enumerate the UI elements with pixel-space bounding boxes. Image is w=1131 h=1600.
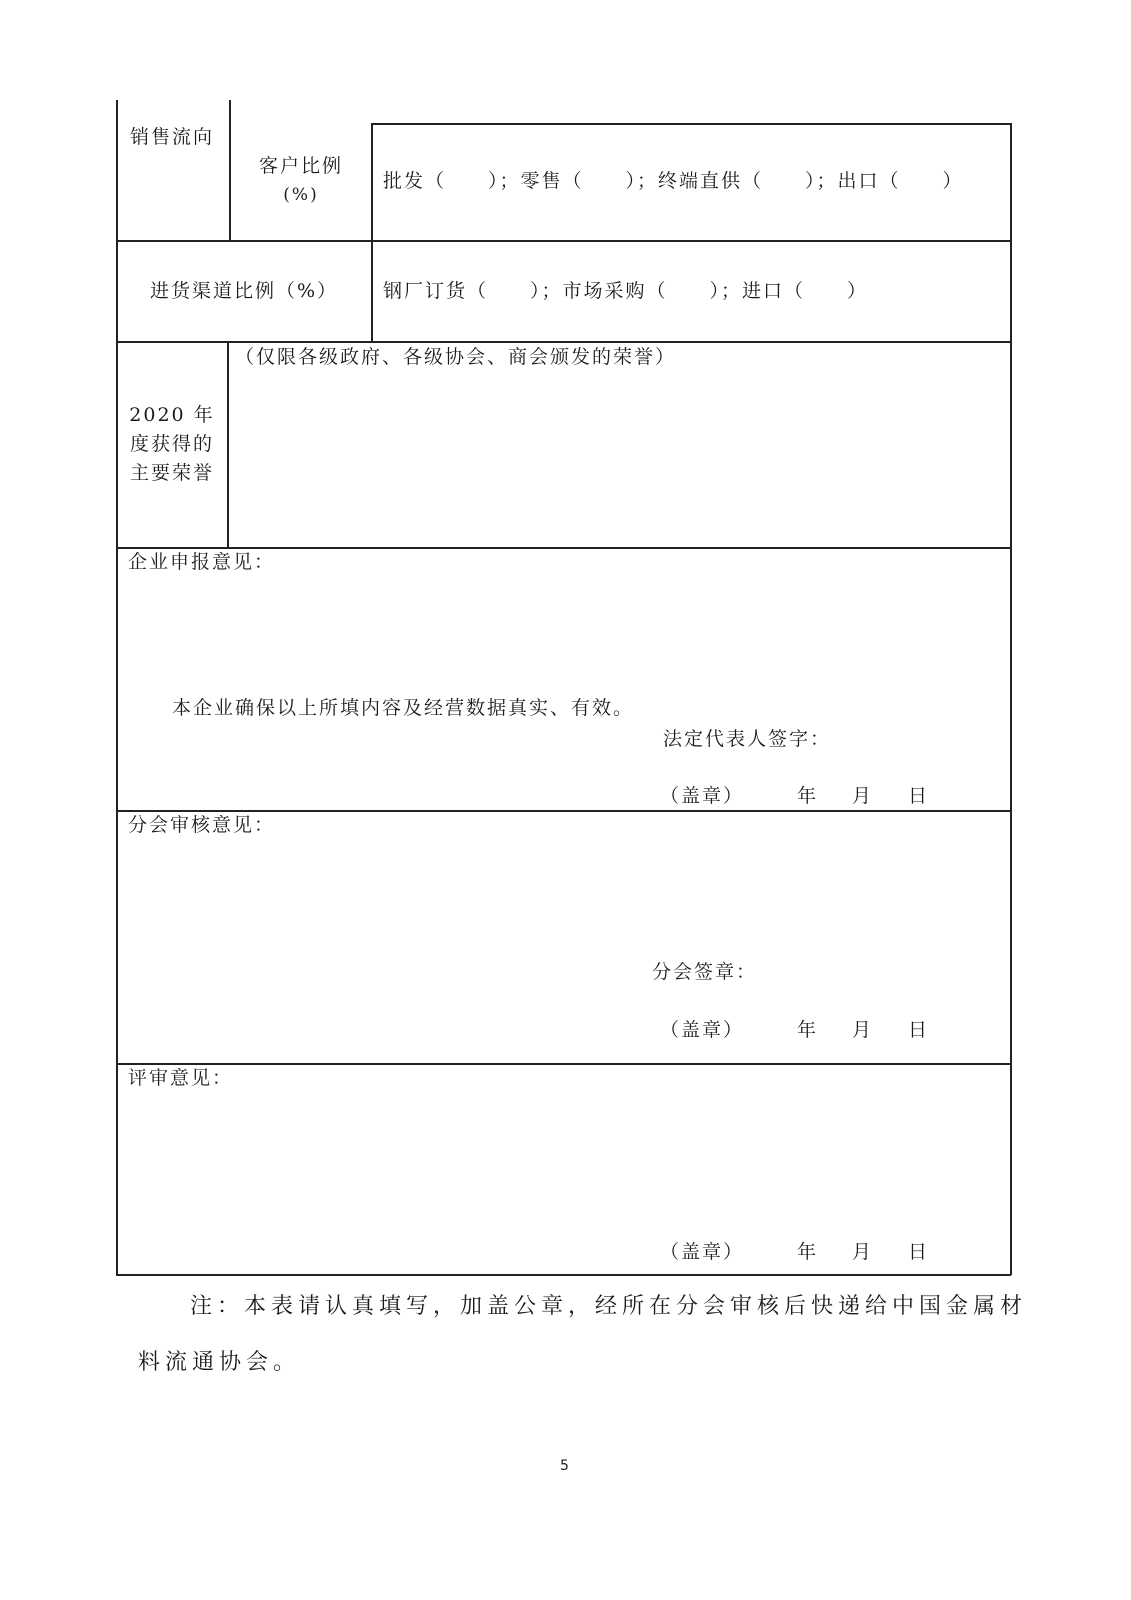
row-divider-1: [116, 240, 1011, 242]
branch-date-year: 年: [797, 1019, 819, 1041]
col-divider-sales: [229, 100, 231, 241]
row-divider-2: [116, 341, 1011, 343]
table-border-right: [1010, 123, 1012, 1275]
branch-opinion-label: 分会审核意见：: [128, 814, 276, 836]
honors-label-line-2: 度获得的: [129, 433, 214, 455]
legal-rep-signature[interactable]: 法定代表人签字：: [663, 728, 832, 750]
purchase-channel-label: 进货渠道比例（%）: [149, 280, 339, 302]
enterprise-date-year: 年: [797, 785, 819, 807]
purchase-channel-value[interactable]: 钢厂订货（ ）；市场采购（ ）；进口（ ）: [383, 280, 869, 302]
honors-label-line-3: 主要荣誉: [129, 462, 214, 484]
enterprise-declaration: 本企业确保以上所填内容及经营数据真实、有效。: [172, 697, 635, 719]
review-date-day: 日: [908, 1241, 930, 1263]
note-line-2: 料流通协会。: [138, 1350, 301, 1375]
page-number: 5: [560, 1458, 569, 1474]
honors-hint: （仅限各级政府、各级协会、商会颁发的荣誉）: [235, 346, 677, 368]
customer-ratio-value[interactable]: 批发（ ）；零售（ ）；终端直供（ ）；出口（ ）: [383, 170, 964, 192]
branch-signature[interactable]: 分会签章：: [652, 961, 758, 983]
review-date-year: 年: [797, 1241, 819, 1263]
honors-label-line-1: 2020 年: [129, 404, 215, 426]
enterprise-date-month: 月: [852, 785, 874, 807]
enterprise-seal: （盖章）: [660, 785, 745, 807]
table-border-left: [116, 100, 118, 1275]
review-date-month: 月: [852, 1241, 874, 1263]
sales-flow-label: 销售流向: [130, 126, 215, 148]
customer-ratio-unit: (%): [283, 185, 319, 205]
table-border-bottom: [116, 1274, 1011, 1276]
customer-ratio-label: 客户比例: [258, 155, 343, 177]
branch-date-day: 日: [908, 1019, 930, 1041]
enterprise-opinion-label: 企业申报意见：: [128, 551, 276, 573]
col-divider-value: [371, 123, 373, 342]
col-divider-honors: [227, 341, 229, 548]
row-divider-top: [371, 123, 1011, 125]
row-divider-3: [116, 547, 1011, 549]
enterprise-date-day: 日: [908, 785, 930, 807]
branch-date-month: 月: [852, 1019, 874, 1041]
note-line-1: 注：本表请认真填写，加盖公章，经所在分会审核后快递给中国金属材: [190, 1294, 1028, 1319]
row-divider-4: [116, 810, 1011, 812]
branch-seal: （盖章）: [660, 1019, 745, 1041]
review-opinion-label: 评审意见：: [128, 1067, 234, 1089]
review-seal: （盖章）: [660, 1241, 745, 1263]
row-divider-5: [116, 1063, 1011, 1065]
